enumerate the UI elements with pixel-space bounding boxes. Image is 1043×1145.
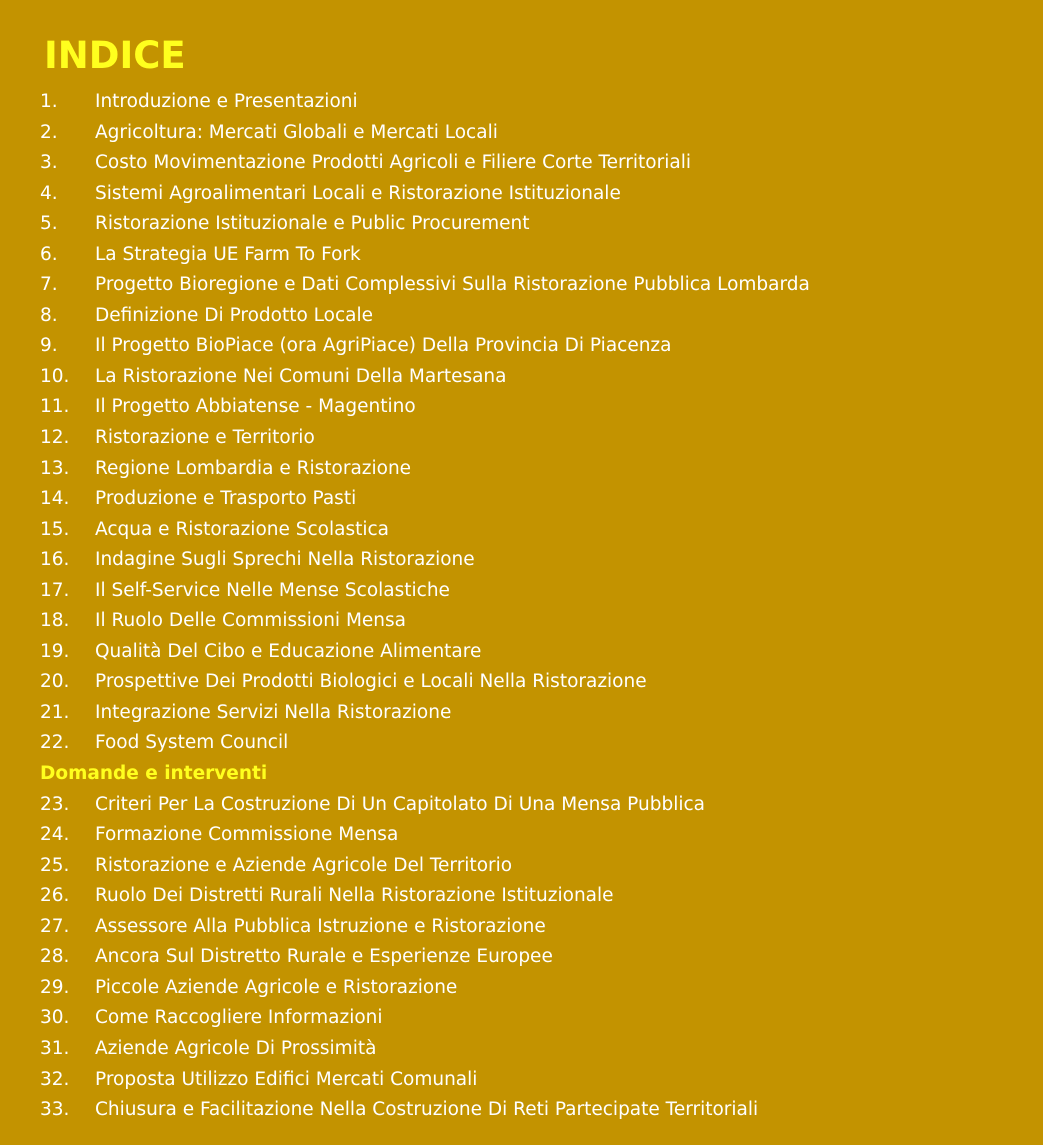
toc-item-number: 13. bbox=[40, 457, 70, 479]
toc-item-number: 10. bbox=[40, 365, 70, 387]
toc-item bbox=[0, 331, 1043, 362]
toc-item-label: Ristorazione Istituzionale e Public Procurement bbox=[95, 213, 530, 235]
toc-item bbox=[0, 240, 1043, 271]
toc-item-label: Ristorazione e Territorio bbox=[95, 427, 315, 449]
toc-item-label: Formazione Commissione Mensa bbox=[95, 824, 399, 846]
toc-item-label: Indagine Sugli Sprechi Nella Ristorazione bbox=[95, 549, 475, 571]
toc-item-label: La Strategia UE Farm To Fork bbox=[95, 243, 361, 265]
toc-item-number: 28. bbox=[40, 946, 70, 968]
toc-item bbox=[0, 179, 1043, 210]
toc-item-label: Piccole Aziende Agricole e Ristorazione bbox=[95, 976, 458, 998]
section-heading: Domande e interventi bbox=[40, 763, 268, 785]
toc-item-number: 22. bbox=[40, 732, 70, 754]
toc-item-label: Ristorazione e Aziende Agricole Del Territorio bbox=[95, 854, 513, 876]
toc-item bbox=[0, 1034, 1043, 1065]
toc-item-label: Integrazione Servizi Nella Ristorazione bbox=[95, 701, 452, 723]
toc-item bbox=[0, 667, 1043, 698]
toc-item-number: 30. bbox=[40, 1007, 70, 1029]
toc-item-label: Prospettive Dei Prodotti Biologici e Locali Nella Ristorazione bbox=[95, 671, 647, 693]
toc-item-number: 32. bbox=[40, 1068, 70, 1090]
toc-item bbox=[0, 484, 1043, 515]
toc-item-number: 17. bbox=[40, 579, 70, 601]
toc-item-number: 11. bbox=[40, 396, 70, 418]
toc-item bbox=[0, 728, 1043, 759]
page-title: INDICE bbox=[44, 34, 186, 77]
toc-item-label: Produzione e Trasporto Pasti bbox=[95, 488, 357, 510]
toc-item bbox=[0, 301, 1043, 332]
toc-item-number: 16. bbox=[40, 549, 70, 571]
toc-item-label: La Ristorazione Nei Comuni Della Martesana bbox=[95, 365, 507, 387]
toc-item-label: Proposta Utilizzo Edifici Mercati Comunali bbox=[95, 1068, 478, 1090]
toc-item bbox=[0, 545, 1043, 576]
toc-item-number: 6. bbox=[40, 243, 58, 265]
toc-item-label: Regione Lombardia e Ristorazione bbox=[95, 457, 412, 479]
toc-item-number: 7. bbox=[40, 274, 58, 296]
toc-item bbox=[0, 515, 1043, 546]
toc-item-number: 23. bbox=[40, 793, 70, 815]
toc-item bbox=[0, 820, 1043, 851]
toc-item-label: Agricoltura: Mercati Globali e Mercati Locali bbox=[95, 121, 498, 143]
toc-item-label: Qualità Del Cibo e Educazione Alimentare bbox=[95, 640, 482, 662]
toc-item bbox=[0, 1095, 1043, 1126]
toc-item-number: 3. bbox=[40, 152, 58, 174]
toc-item-number: 33. bbox=[40, 1099, 70, 1121]
toc-item bbox=[0, 912, 1043, 943]
toc-item-label: Chiusura e Facilitazione Nella Costruzione Di Reti Partecipate Territoriali bbox=[95, 1099, 759, 1121]
toc-item-label: Il Progetto Abbiatense - Magentino bbox=[95, 396, 416, 418]
toc-item-number: 19. bbox=[40, 640, 70, 662]
toc-item-number: 9. bbox=[40, 335, 58, 357]
toc-item-label: Come Raccogliere Informazioni bbox=[95, 1007, 383, 1029]
toc-item bbox=[0, 209, 1043, 240]
toc-item-label: Criteri Per La Costruzione Di Un Capitolato Di Una Mensa Pubblica bbox=[95, 793, 705, 815]
toc-item-number: 2. bbox=[40, 121, 58, 143]
toc-item-label: Assessore Alla Pubblica Istruzione e Ristorazione bbox=[95, 915, 546, 937]
toc-item bbox=[0, 576, 1043, 607]
toc-item-number: 31. bbox=[40, 1037, 70, 1059]
toc-item bbox=[0, 392, 1043, 423]
toc-item bbox=[0, 942, 1043, 973]
toc-item bbox=[0, 362, 1043, 393]
toc-item-number: 25. bbox=[40, 854, 70, 876]
toc-item bbox=[0, 973, 1043, 1004]
toc-item-number: 8. bbox=[40, 304, 58, 326]
toc-item-number: 1. bbox=[40, 91, 58, 112]
toc-item-number: 18. bbox=[40, 610, 70, 632]
toc-item-number: 4. bbox=[40, 182, 58, 204]
toc-item-label: Definizione Di Prodotto Locale bbox=[95, 304, 374, 326]
toc-item bbox=[0, 454, 1043, 485]
toc-item-label: Aziende Agricole Di Prossimità bbox=[95, 1037, 377, 1059]
toc-item-number: 15. bbox=[40, 518, 70, 540]
toc-item-label: Ruolo Dei Distretti Rurali Nella Ristorazione Istituzionale bbox=[95, 885, 614, 907]
toc-item-number: 27. bbox=[40, 915, 70, 937]
toc-item bbox=[0, 118, 1043, 149]
toc-item-label: Costo Movimentazione Prodotti Agricoli e Filiere Corte Territoriali bbox=[95, 152, 691, 174]
toc-item bbox=[0, 270, 1043, 301]
toc-item-label: Food System Council bbox=[95, 732, 289, 754]
toc-item-number: 26. bbox=[40, 885, 70, 907]
toc-item-number: 24. bbox=[40, 824, 70, 846]
toc-item-label: Il Ruolo Delle Commissioni Mensa bbox=[95, 610, 406, 632]
toc-item bbox=[0, 698, 1043, 729]
toc-item bbox=[0, 851, 1043, 882]
toc-item bbox=[0, 1003, 1043, 1034]
toc-item bbox=[0, 790, 1043, 821]
toc-item bbox=[0, 1065, 1043, 1096]
toc-item-label: Progetto Bioregione e Dati Complessivi Sulla Ristorazione Pubblica Lombarda bbox=[95, 274, 810, 296]
toc-item-number: 20. bbox=[40, 671, 70, 693]
toc-item-number: 21. bbox=[40, 701, 70, 723]
toc-item-label: Introduzione e Presentazioni bbox=[95, 91, 358, 112]
table-of-contents bbox=[0, 87, 1043, 1126]
toc-item bbox=[0, 148, 1043, 179]
toc-item-number: 12. bbox=[40, 427, 70, 449]
toc-item bbox=[0, 881, 1043, 912]
toc-item-label: Sistemi Agroalimentari Locali e Ristorazione Istituzionale bbox=[95, 182, 621, 204]
toc-item-label: Acqua e Ristorazione Scolastica bbox=[95, 518, 390, 540]
toc-item-number: 14. bbox=[40, 488, 70, 510]
toc-item-number: 5. bbox=[40, 213, 58, 235]
toc-item-label: Ancora Sul Distretto Rurale e Esperienze Europee bbox=[95, 946, 553, 968]
toc-item-label: Il Progetto BioPiace (ora AgriPiace) Della Provincia Di Piacenza bbox=[95, 335, 672, 357]
toc-item bbox=[0, 87, 1043, 118]
toc-item-label: Il Self-Service Nelle Mense Scolastiche bbox=[95, 579, 450, 601]
toc-item bbox=[0, 637, 1043, 668]
toc-item bbox=[0, 423, 1043, 454]
toc-item bbox=[0, 606, 1043, 637]
toc-item-number: 29. bbox=[40, 976, 70, 998]
